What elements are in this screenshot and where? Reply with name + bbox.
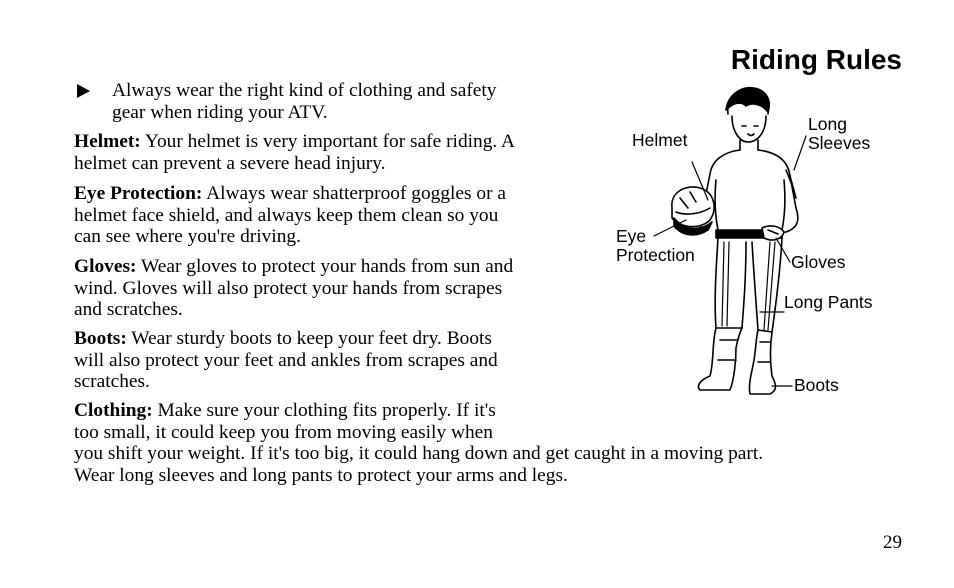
clothing-text-1: Make sure your clothing fits properly. If it's	[152, 400, 496, 421]
clothing-label: Clothing:	[74, 400, 153, 421]
page-title: Riding Rules	[730, 44, 902, 75]
rider-gear-figure	[600, 80, 910, 405]
clothing-line-1	[74, 400, 584, 422]
gloves-paragraph	[74, 256, 584, 321]
boots-text-1: Wear sturdy boots to keep your feet dry. Boots	[126, 328, 492, 349]
boots-label: Boots:	[74, 328, 127, 349]
eye-line-1	[74, 183, 584, 205]
eye-line-3: can see where you're driving.	[74, 226, 301, 248]
gloves-line-1	[74, 256, 584, 278]
callout-eye-protection-line-1: Eye	[616, 226, 647, 246]
eye-text-1: Always wear shatterproof goggles or a	[202, 183, 507, 204]
page-number: 29	[883, 532, 902, 553]
clothing-line-4: Wear long sleeves and long pants to protect your arms and legs.	[74, 464, 568, 486]
callout-helmet: Helmet	[632, 130, 688, 150]
gloves-label: Gloves:	[74, 256, 137, 277]
clothing-line-3: you shift your weight. If it's too big, it could hang down and get caught in a moving part.	[74, 443, 764, 464]
clothing-line-2: too small, it could keep you from moving easily when	[74, 421, 493, 443]
clothing-paragraph	[74, 400, 584, 443]
bullet-line-1: Always wear the right kind of clothing and safety	[112, 80, 497, 101]
callout-eye-protection	[616, 227, 695, 265]
boots-line-2: will also protect your feet and ankles from scrapes and	[74, 349, 498, 371]
callout-long-sleeves	[808, 115, 870, 153]
callout-eye-protection-line-2: Protection	[616, 245, 695, 265]
triangle-bullet-icon	[77, 84, 90, 98]
callout-boots: Boots	[794, 375, 839, 395]
gloves-text-1: Wear gloves to protect your hands from sun and	[136, 256, 514, 277]
callout-long-sleeves-line-2: Sleeves	[808, 133, 871, 153]
bullet-line-2: gear when riding your ATV.	[112, 101, 328, 123]
boots-line-1	[74, 328, 584, 350]
callout-gloves: Gloves	[791, 252, 846, 272]
helmet-text-1: Your helmet is very important for safe riding. A	[140, 131, 516, 152]
boots-line-3: scratches.	[74, 371, 150, 393]
eye-protection-paragraph	[74, 183, 584, 248]
callout-long-pants: Long Pants	[784, 292, 873, 312]
helmet-label: Helmet:	[74, 131, 141, 152]
boots-paragraph	[74, 328, 584, 393]
clothing-paragraph-continued	[74, 443, 894, 486]
callout-long-sleeves-line-1: Long	[808, 114, 847, 134]
helmet-line-2: helmet can prevent a severe head injury.	[74, 152, 386, 174]
helmet-paragraph	[74, 131, 584, 174]
gloves-line-2: wind. Gloves will also protect your hands from scrapes	[74, 277, 503, 299]
eye-protection-label: Eye Protection:	[74, 183, 203, 204]
helmet-line-1	[74, 131, 584, 153]
bullet-item	[74, 80, 574, 123]
eye-line-2: helmet face shield, and always keep them clean so you	[74, 204, 499, 226]
gloves-line-3: and scratches.	[74, 299, 183, 321]
